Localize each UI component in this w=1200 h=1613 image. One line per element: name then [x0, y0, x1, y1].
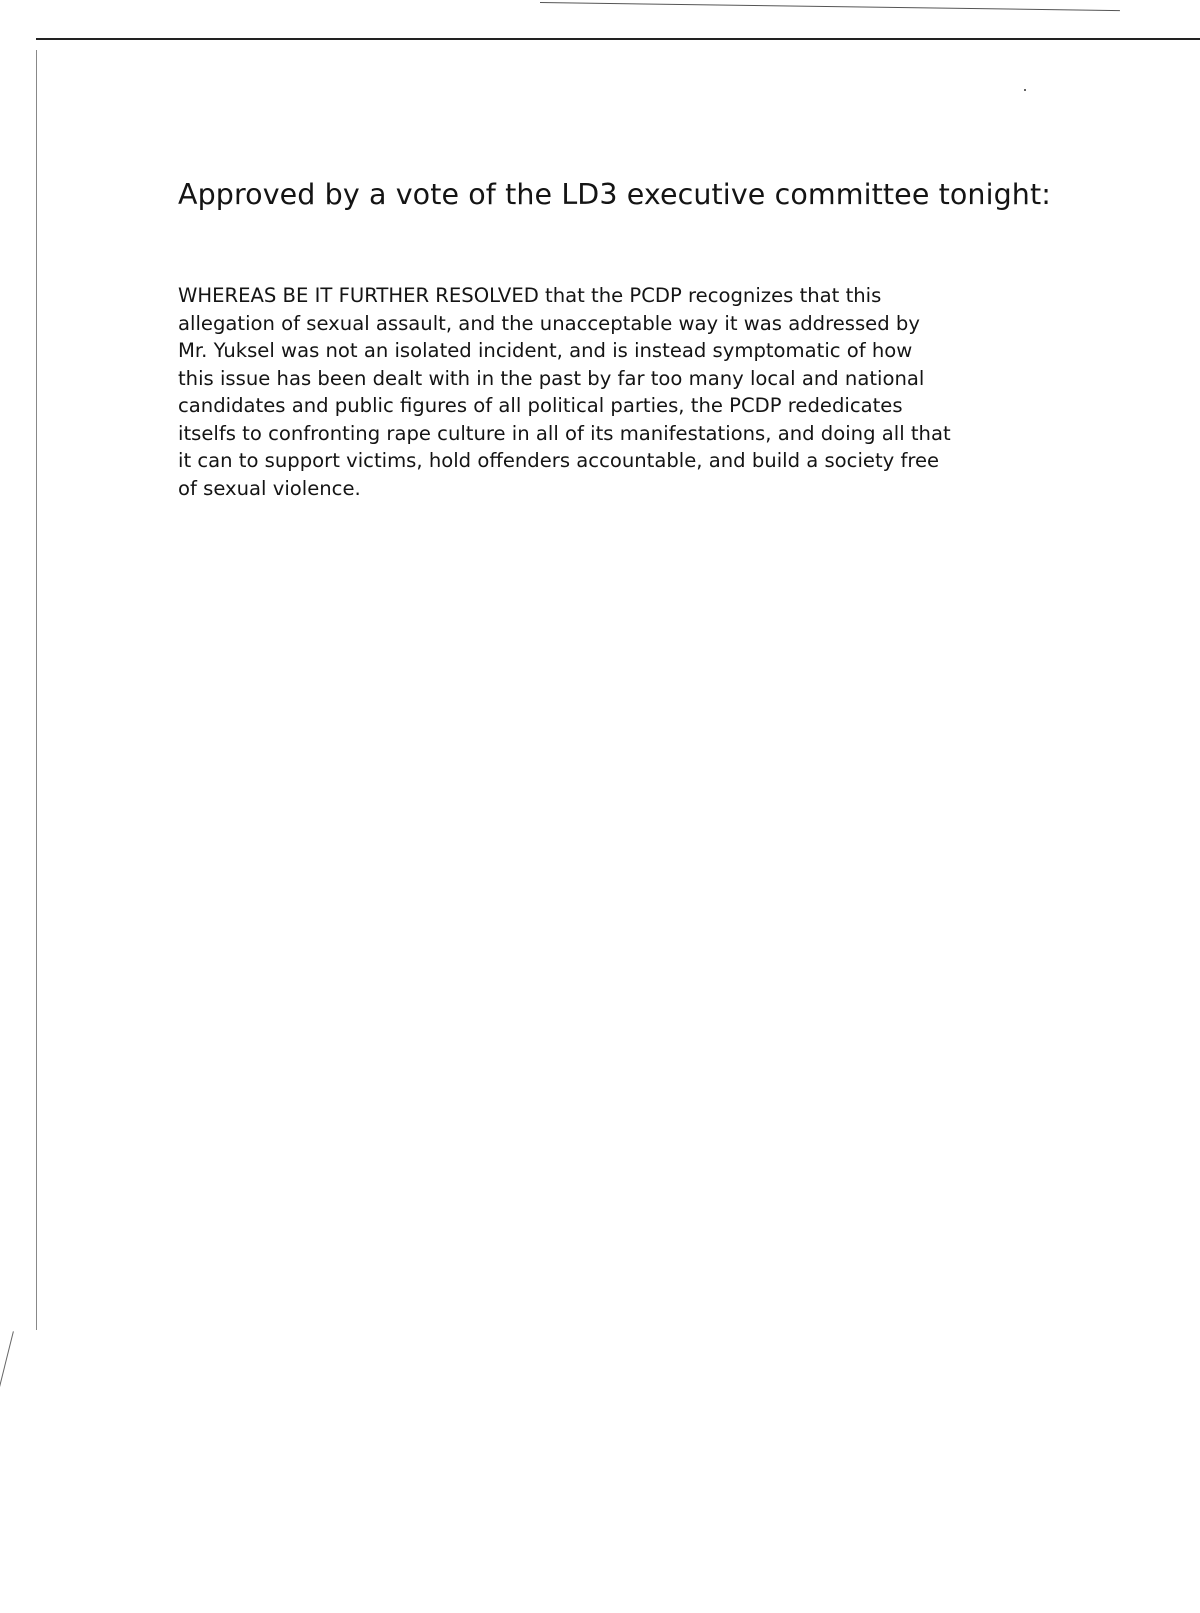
page-top-border: [36, 38, 1200, 40]
page-left-border: [36, 50, 37, 1330]
paragraph-line: this issue has been dealt with in the past by far too many local and national: [178, 366, 925, 390]
paragraph-line: itselfs to confronting rape culture in all of its manifestations, and doing all that: [178, 421, 951, 445]
paragraph-line: it can to support victims, hold offenders accountable, and build a society free: [178, 449, 940, 472]
paragraph-line: candidates and public figures of all political parties, the PCDP rededicates: [178, 394, 903, 417]
scan-edge-line: [540, 2, 1120, 11]
paragraph-line: WHEREAS BE IT FURTHER RESOLVED that the PCDP recognizes that this: [178, 284, 882, 307]
resolution-paragraph: [178, 282, 1098, 502]
paragraph-line: of sexual violence.: [178, 476, 361, 500]
paragraph-line: Mr. Yuksel was not an isolated incident, and is instead symptomatic of how: [178, 339, 913, 362]
scan-speck: [1024, 89, 1026, 91]
document-heading: Approved by a vote of the LD3 executive committee tonight:: [178, 178, 1051, 211]
paragraph-line: allegation of sexual assault, and the unacceptable way it was addressed by: [178, 311, 920, 335]
page-left-edge-curve: [0, 1331, 14, 1419]
